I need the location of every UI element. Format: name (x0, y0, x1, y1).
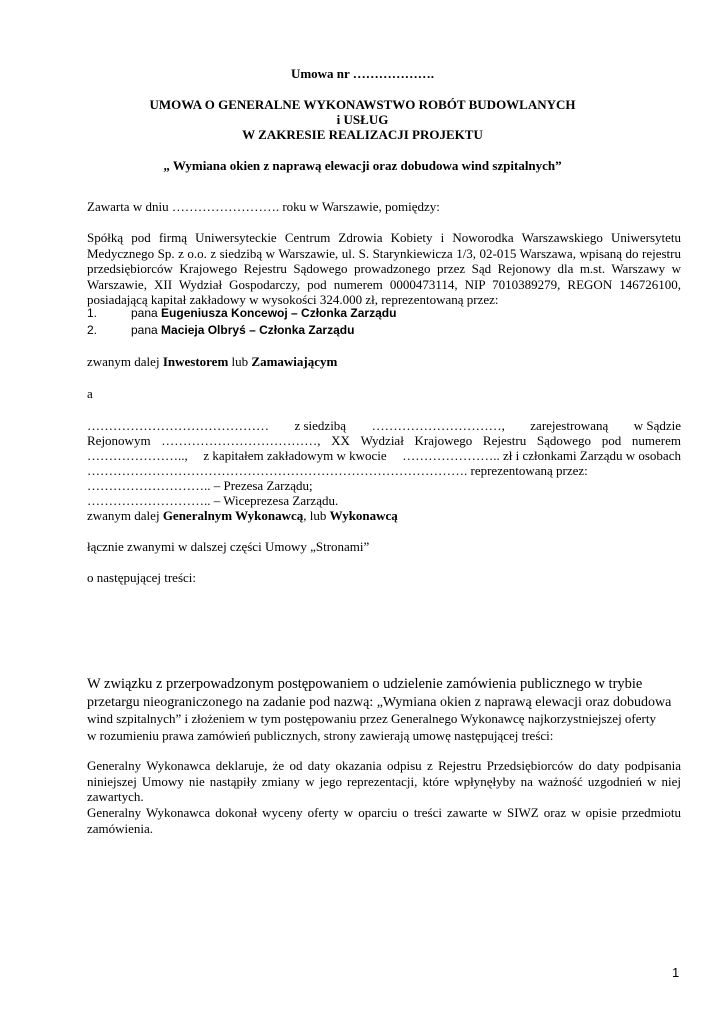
capital-board: ………………….. zł i członkami Zarządu w osobach (402, 448, 681, 463)
preamble-line-1: W związku z przerpowadzonym postępowaniem o udzielenie zamówienia publicznego w trybie (87, 676, 643, 692)
word: pod (601, 433, 622, 448)
title-line-3: W ZAKRESIE REALIZACJI PROJEKTU (242, 127, 483, 142)
party-1-paragraph: Spółką pod firmą Uniwersyteckie Centrum Zdrowia Kobiety i Noworodka Warszawskiego Uniwersytetu Medycznego Sp. z o.o. z siedzibą w Warszawie, ul. S. Starynkiewicza 1/3, 02-015 Warszawa, wpisaną do rejestru przedsiębiorców Krajowego Rejestru Sądowego prowadzonego przez Sąd Rejonowy dla m.st. Warszawy w Warszawie, XII Wydział Gospodarczy, pod numerem 0000473114, NIP 7010389279, REGON 146726100, posiadającą kapitał zakładowy w wysokości 324.000 zł, reprezentowaną przez: (87, 230, 681, 307)
jointly-line: łącznie zwanymi w dalszej części Umowy „Stronami” (87, 539, 370, 554)
contractor-row-4: ……………………………………………………………………………. reprezentowaną przez: (87, 463, 588, 478)
representative-2 (87, 323, 681, 339)
or-word: , lub (303, 508, 330, 523)
rep-1-prefix: pana (131, 306, 162, 320)
contractor-row-2 (87, 433, 681, 449)
blank-number: ………………….., (87, 448, 188, 463)
rep-2-number: 2. (87, 323, 98, 337)
page-number: 1 (672, 965, 680, 980)
general-contractor-term: Generalnym Wykonawcą (162, 508, 304, 523)
rep-2-name: Macieja Olbryś – Członka Zarządu (161, 323, 355, 337)
word: Krajowego (414, 433, 473, 448)
and-word: a (87, 386, 93, 401)
rep-1-number: 1. (87, 306, 98, 320)
representative-1 (87, 306, 681, 322)
contractor-designation (87, 508, 681, 524)
concluded-line: Zawarta w dniu ……………………. roku w Warszawie, pomiędzy: (87, 199, 440, 214)
word: Wydział (360, 433, 404, 448)
declaration-paragraph-1: Generalny Wykonawca deklaruje, że od daty okazania odpisu z Rejestru Przedsiębiorców do daty podpisania niniejszej Umowy nie nastąpiły zmiany w jego reprezentacji, które wpłynęłyby na ważność uzgodnień w niej zawartych. (87, 758, 681, 804)
or-word: lub (228, 354, 252, 369)
preamble-line-2: przetargu nieograniczonego na zadanie pod nazwą: „Wymiana okien z naprawą elewacji oraz dobudowa (87, 695, 672, 710)
preamble-line-4: w rozumieniu prawa zamówień publicznych, strony zawierają umowę następującej treści: (87, 728, 554, 743)
capital-label: z kapitałem zakładowym w kwocie (203, 448, 387, 463)
word: Rejonowym (87, 433, 151, 448)
declaration-paragraph-2: Generalny Wykonawca dokonał wyceny oferty w oparciu o treści zawarte w SIWZ oraz w opisie przedmiotu zamówienia. (87, 805, 681, 836)
vice-president-line: ……………………….. – Wiceprezesa Zarządu. (87, 493, 339, 508)
called-prefix: zwanym dalej (87, 354, 163, 369)
rep-2-prefix: pana (131, 323, 162, 337)
investor-designation (87, 354, 681, 370)
preamble-line-3: wind szpitalnych” i złożeniem w tym postępowaniu przez Generalnego Wykonawcę najkorzystniejszej oferty (87, 711, 656, 726)
word: numerem (631, 433, 681, 448)
orderer-term: Zamawiającym (251, 354, 338, 369)
project-name: „ Wymiana okien z naprawą elewacji oraz dobudowa wind szpitalnych” (163, 158, 562, 173)
title-line-2: i USŁUG (336, 112, 389, 127)
investor-term: Inwestorem (162, 354, 229, 369)
seat-label: z siedzibą (294, 418, 347, 433)
word: XX (331, 433, 350, 448)
president-line: ……………………….. – Prezesa Zarządu; (87, 478, 313, 493)
word: Sądowego (536, 433, 592, 448)
rep-1-name: Eugeniusza Koncewoj – Członka Zarządu (161, 306, 397, 320)
court-label: w Sądzie (633, 418, 681, 433)
following-line: o następującej treści: (87, 570, 197, 585)
contractor-term: Wykonawcą (329, 508, 398, 523)
contractor-row-3 (87, 448, 681, 464)
contract-number: Umowa nr ………………. (290, 66, 435, 81)
word: Rejestru (482, 433, 527, 448)
blank-court: ………………………………, (161, 433, 321, 448)
registered-label: zarejestrowaną (530, 418, 609, 433)
blank-name: …………………………………… (87, 418, 269, 433)
contractor-row-1 (87, 418, 681, 434)
called-prefix: zwanym dalej (87, 508, 163, 523)
title-line-1: UMOWA O GENERALNE WYKONAWSTWO ROBÓT BUDOWLANYCH (149, 97, 576, 112)
blank-seat: …………………………, (371, 418, 505, 433)
